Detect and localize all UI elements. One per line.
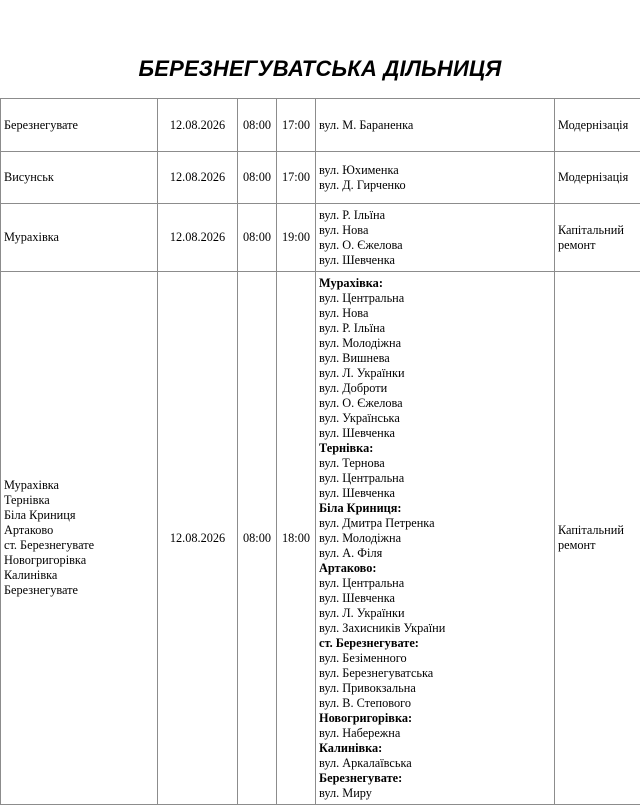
- street-name: вул. Доброти: [319, 380, 388, 395]
- work-type-cell: [555, 152, 640, 204]
- date-cell: 12.08.2026: [158, 204, 238, 272]
- street-name: вул. Молодіжна: [319, 530, 402, 545]
- street-name: вул. Юхименка: [319, 162, 399, 177]
- start-time-cell: 08:00: [238, 204, 277, 272]
- street-name: вул. Дмитра Петренка: [319, 515, 435, 530]
- start-time-cell: 08:00: [238, 152, 277, 204]
- settlement-heading: Новогригорівка:: [319, 710, 413, 725]
- street-name: вул. Шевченка: [319, 252, 395, 267]
- date-cell: 12.08.2026: [158, 152, 238, 204]
- settlement-heading: Артаково:: [319, 560, 377, 575]
- street-name: вул. Центральна: [319, 290, 405, 305]
- street-name: вул. Центральна: [319, 575, 405, 590]
- location-cell: [1, 152, 158, 204]
- start-time-cell: 08:00: [238, 272, 277, 805]
- street-name: вул. А. Філя: [319, 545, 383, 560]
- work-type: Капітальний: [558, 523, 624, 537]
- table-row: [1, 99, 640, 152]
- end-time-cell: 17:00: [277, 99, 316, 152]
- end-time-cell: 17:00: [277, 152, 316, 204]
- location-name: Мурахівка: [4, 478, 59, 492]
- street-name: вул. Р. Ільїна: [319, 320, 386, 335]
- street-name: вул. Тернова: [319, 455, 385, 470]
- location-name: Березнегувате: [4, 117, 78, 132]
- street-name: вул. Центральна: [319, 470, 405, 485]
- street-name: вул. Березнегуватська: [319, 665, 434, 680]
- work-type-cell: [555, 99, 640, 152]
- work-type-cell: [555, 272, 640, 805]
- location-name: Березнегувате: [4, 583, 78, 597]
- settlement-heading: Біла Криниця:: [319, 500, 402, 515]
- work-type: Модернізація: [558, 170, 629, 184]
- street-name: вул. Д. Гирченко: [319, 177, 406, 192]
- street-name: вул. Шевченка: [319, 485, 395, 500]
- end-time-cell: 18:00: [277, 272, 316, 805]
- streets-cell: [316, 99, 555, 152]
- work-type: ремонт: [558, 237, 596, 252]
- street-name: вул. Шевченка: [319, 425, 395, 440]
- street-name: вул. М. Бараненка: [319, 117, 414, 132]
- page-title: БЕРЕЗНЕГУВАТСЬКА ДІЛЬНИЦЯ: [138, 56, 502, 81]
- street-name: вул. Молодіжна: [319, 335, 402, 350]
- settlement-heading: Тернівка:: [319, 440, 374, 455]
- table-row: [1, 204, 640, 272]
- street-name: вул. Нова: [319, 222, 369, 237]
- street-name: вул. Безіменного: [319, 650, 407, 665]
- location-name: ст. Березнегувате: [4, 538, 95, 552]
- table-row: [1, 272, 640, 805]
- streets-cell: [316, 272, 555, 805]
- street-name: вул. Аркалаївська: [319, 755, 412, 770]
- work-type: Капітальний: [558, 222, 624, 237]
- street-name: вул. Л. Українки: [319, 605, 405, 620]
- street-name: вул. О. Єжелова: [319, 237, 403, 252]
- street-name: вул. Р. Ільїна: [319, 207, 386, 222]
- street-name: вул. Л. Українки: [319, 365, 405, 380]
- start-time-cell: 08:00: [238, 99, 277, 152]
- date-cell: 12.08.2026: [158, 272, 238, 805]
- location-name: Артаково: [4, 523, 54, 537]
- location-name: Калинівка: [4, 568, 58, 582]
- work-type-cell: [555, 204, 640, 272]
- location-name: Новогригорівка: [4, 553, 87, 567]
- location-name: Мурахівка: [4, 230, 59, 244]
- street-name: вул. О. Єжелова: [319, 395, 403, 410]
- street-name: вул. Привокзальна: [319, 680, 416, 695]
- location-name: Тернівка: [4, 493, 50, 507]
- location-name: Біла Криниця: [4, 508, 76, 522]
- street-name: вул. Миру: [319, 785, 372, 800]
- settlement-heading: ст. Березнегувате:: [319, 635, 419, 650]
- outage-schedule-table: [0, 98, 640, 805]
- street-name: вул. Нова: [319, 305, 369, 320]
- street-name: вул. Вишнева: [319, 350, 390, 365]
- work-type: ремонт: [558, 538, 596, 552]
- streets-cell: [316, 204, 555, 272]
- location-cell: [1, 204, 158, 272]
- location-cell: [1, 99, 158, 152]
- settlement-heading: Мурахівка:: [319, 275, 383, 290]
- table-row: [1, 152, 640, 204]
- street-name: вул. Шевченка: [319, 590, 395, 605]
- street-name: вул. В. Степового: [319, 695, 411, 710]
- street-name: вул. Українська: [319, 410, 400, 425]
- location-name: Висунськ: [4, 170, 54, 184]
- streets-cell: [316, 152, 555, 204]
- street-name: вул. Захисників України: [319, 620, 446, 635]
- location-cell: [1, 272, 158, 805]
- date-cell: 12.08.2026: [158, 99, 238, 152]
- settlement-heading: Калинівка:: [319, 740, 383, 755]
- work-type: Модернізація: [558, 117, 629, 132]
- street-name: вул. Набережна: [319, 725, 401, 740]
- end-time-cell: 19:00: [277, 204, 316, 272]
- settlement-heading: Березнегувате:: [319, 770, 403, 785]
